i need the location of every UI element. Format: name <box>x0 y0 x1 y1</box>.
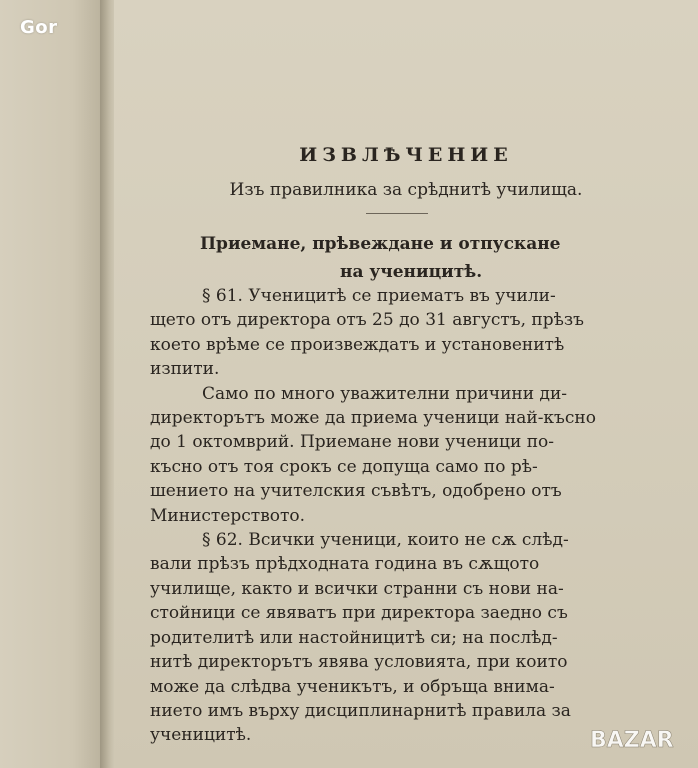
watermark-label: Gor <box>20 17 58 38</box>
body-line: ученицитѣ. <box>150 725 252 746</box>
body-line: шението на учителския съвѣтъ, одобрено отъ <box>150 481 562 502</box>
section-title-line-2: на ученицитѣ. <box>340 262 483 282</box>
body-line: родителитѣ или настойницитѣ си; на послѣд- <box>150 627 558 648</box>
divider <box>366 213 428 214</box>
body-line: късно отъ тоя срокъ се допуща само по рѣ- <box>150 456 538 477</box>
bazar-logo-text: BAZAR <box>590 728 674 753</box>
body-line: може да слѣдва ученикътъ, и обръща внима- <box>150 676 555 697</box>
body-line: § 61. Ученицитѣ се приематъ въ учили- <box>202 286 556 306</box>
left-page <box>0 0 104 768</box>
body-line: до 1 октомврий. Приемане нови ученици по- <box>150 432 555 453</box>
body-line: § 62. Всички ученици, които не сѫ слѣд- <box>202 530 569 551</box>
section-title-line-1: Приемане, прѣвеждане и отпускане <box>200 234 561 254</box>
body-line: изпити. <box>150 359 220 380</box>
page-subtitle: Изъ правилника за срѣднитѣ училища. <box>229 180 583 200</box>
body-line: училище, както и всички странни съ нови на- <box>150 578 564 599</box>
body-line: Само по много уважителни причини ди- <box>202 383 568 404</box>
body-line: вали прѣзъ прѣдходната година въ сѫщото <box>150 554 540 575</box>
body-line: което врѣме се произвеждатъ и установенитѣ <box>150 334 565 355</box>
page-title: ИЗВЛѢЧЕНИЕ <box>299 144 513 166</box>
bazar-logo <box>588 720 688 756</box>
body-text <box>150 284 678 748</box>
body-line: Министерството. <box>150 505 306 526</box>
body-line: нието имъ върху дисциплинарнитѣ правила за <box>150 700 571 721</box>
body-line: стойници се явяватъ при директора заедно съ <box>150 603 568 624</box>
section-title <box>200 230 620 286</box>
body-line: щето отъ директора отъ 25 до 31 августъ, прѣзъ <box>150 310 584 331</box>
body-line: директорътъ може да приема ученици най-късно <box>150 408 596 429</box>
body-line: нитѣ директорътъ явява условията, при които <box>150 652 568 673</box>
